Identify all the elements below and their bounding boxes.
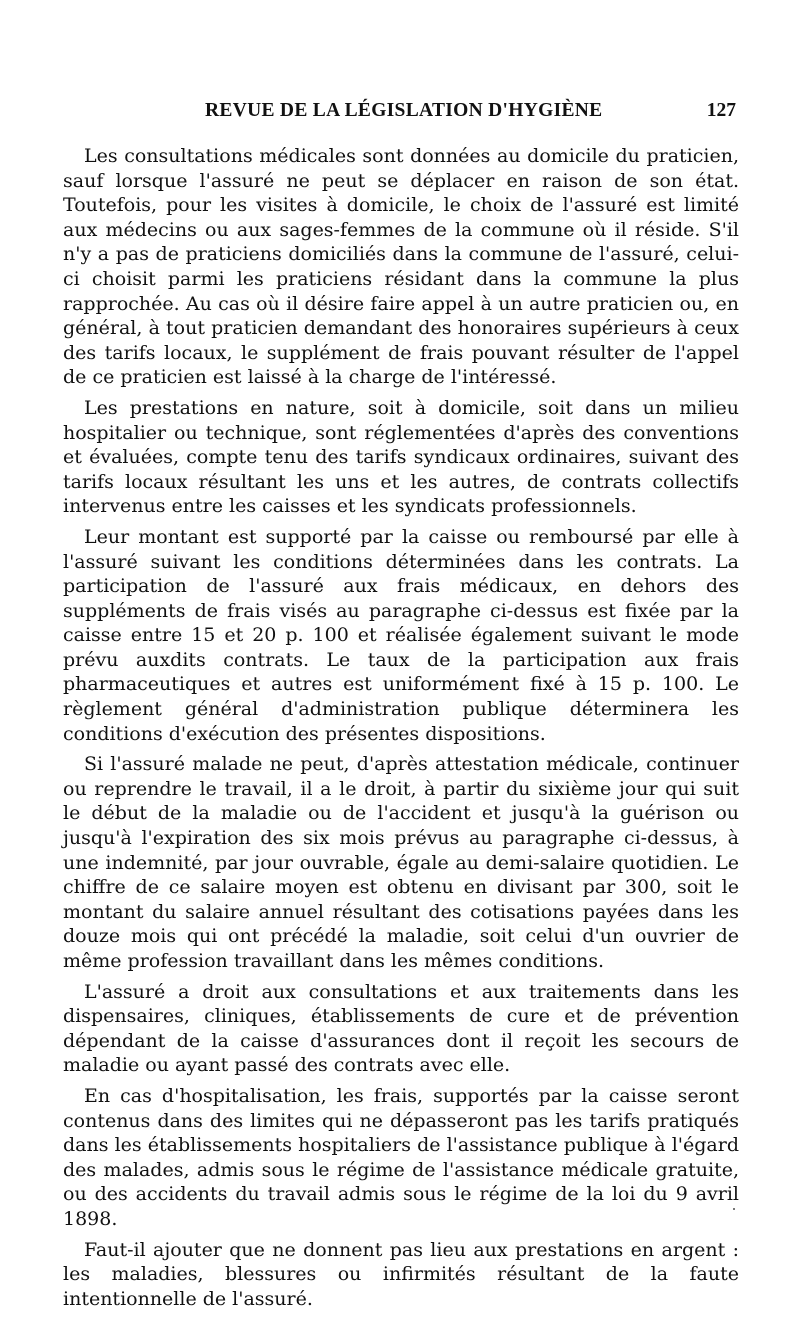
running-title: REVUE DE LA LÉGISLATION D'HYGIÈNE	[205, 100, 603, 121]
paragraph-consultations: Les consultations médicales sont données au domicile du praticien, sauf lorsque l'assuré ne peut se déplacer en raison de son état. Toutefois, pour les visites à domicile, le choix de l'assuré est limité aux médecins ou aux sages-femmes de la commune où il réside. S'il n'y a pas de praticiens domiciliés dans la commune de l'assuré, celui-ci choisit parmi les praticiens résidant dans la commune la plus rapprochée. Au cas où il désire faire appel à un autre praticien ou, en général, à tout praticien demandant des honoraires supérieurs à ceux des tarifs locaux, le supplément de frais pouvant résulter de l'appel de ce praticien est laissé à la charge de l'intéressé.	[63, 145, 739, 389]
page-header	[60, 96, 740, 126]
body-text	[63, 144, 739, 1317]
paragraph-indemnite: Si l'assuré malade ne peut, d'après attestation médicale, continuer ou reprendre le travail, il a le droit, à partir du sixième jour qui suit le début de la maladie ou de l'accident et jusqu'à la guérison ou jusqu'à l'expiration des six mois prévus au paragraphe ci-dessus, à une indemnité, par jour ouvrable, égale au demi-salaire quotidien. Le chiffre de ce salaire moyen est obtenu en divisant par 300, soit le montant du salaire annuel résultant des cotisations payées dans les douze mois qui ont précédé la maladie, soit celui d'un ouvrier de même profession travaillant dans les mêmes conditions.	[63, 753, 739, 972]
paragraph-hospitalisation: En cas d'hospitalisation, les frais, supportés par la caisse seront contenus dans des limites qui ne dépasseront pas les tarifs pratiqués dans les établissements hospitaliers de l'assistance publique à l'égard des malades, admis sous le régime de l'assistance médicale gratuite, ou des accidents du travail admis sous le régime de la loi du 9 avril 1898.	[63, 1084, 739, 1230]
margin-speck	[733, 1208, 735, 1210]
paragraph-montant: Leur montant est supporté par la caisse ou remboursé par elle à l'assuré suivant les conditions déterminées dans les contrats. La participation de l'assuré aux frais médicaux, en dehors des suppléments de frais visés au paragraphe ci-dessus est fixée par la caisse entre 15 et 20 p. 100 et réalisée également suivant le mode prévu auxdits contrats. Le taux de la participation aux frais pharmaceutiques et autres est uniformément fixé à 15 p. 100. Le règlement général d'administration publique déterminera les conditions d'exécution des présentes dispositions.	[63, 525, 739, 745]
page-number: 127	[706, 100, 736, 121]
paragraph-prestations-nature: Les prestations en nature, soit à domicile, soit dans un milieu hospitalier ou technique, sont réglementées d'après des conventions et évaluées, compte tenu des tarifs syndicaux ordinaires, suivant des tarifs locaux résultant les uns et les autres, de contrats collectifs intervenus entre les caisses et les syndicats professionnels.	[63, 396, 739, 518]
paragraph-exclusions: Faut-il ajouter que ne donnent pas lieu aux prestations en argent : les maladies, blessures ou infirmités résultant de la faute intentionnelle de l'assuré.	[63, 1238, 739, 1310]
paragraph-dispensaires: L'assuré a droit aux consultations et aux traitements dans les dispensaires, cliniques, établissements de cure et de prévention dépendant de la caisse d'assurances dont il reçoit les secours de maladie ou ayant passé des contrats avec elle.	[63, 980, 739, 1077]
